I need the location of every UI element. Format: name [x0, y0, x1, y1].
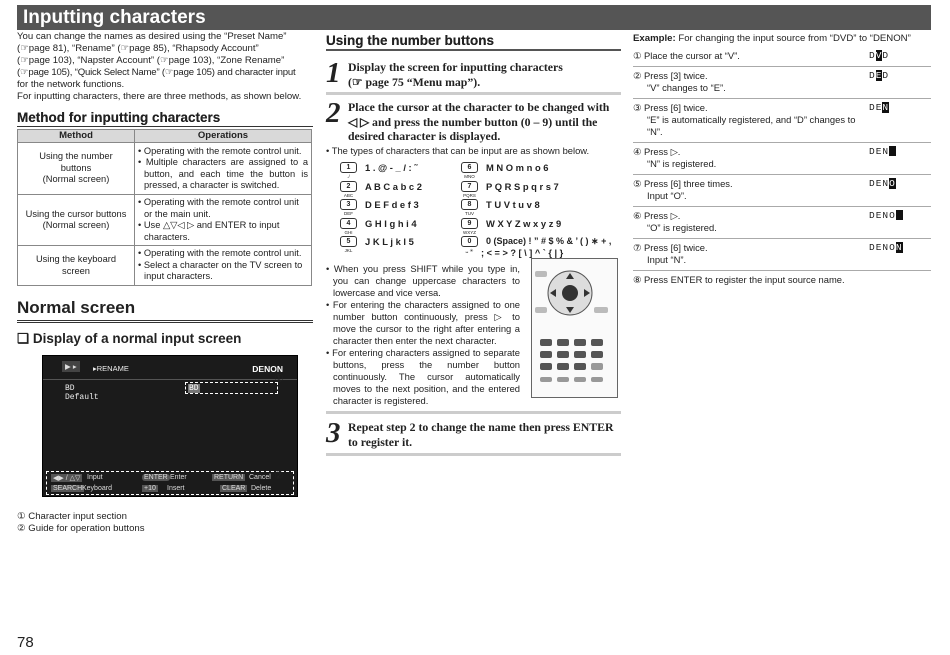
step-2: 2 Place the cursor at the character to be changed with ◁ ▷ and press the number button (0 – 9) until the desired character is displayed. • The types of characters that can be input are as shown below. 1 ./ 1 . @ - _ / : ˜ 6 MNO M N O m n o 6 2 ABC A B C a b c 2 7 PQRS P Q R S p q r s 7 3 DEF D E F d e f 3 8 TUV T U V t u v 8 4 GHI G H I g h i 4 9 WXYZ W X Y Z w x y z 9 5 JKL J K L j k l 5 0 ␣ ✳ 0 (Space) ! ” # $ % & ’ ( ) ∗ + , ; < = > ? [ \ ] ^ ` { | } • When you press SHIFT while you type in, you can change uppercase characters to lowercase and vice versa. • For entering the characters assigned to one number button continuously, press ▷ to move the cursor to the right after entering a character then enter the next character. • For entering characters assigned to separate buttons, press the number button continuously. The cursor automatically moves to the next position, and the entered character is registered. [326, 95, 621, 414]
character-table: 1 ./ 1 . @ - _ / : ˜ 6 MNO M N O m n o 6 2 ABC A B C a b c 2 7 PQRS P Q R S p q r s 7 3 DEF D E F d e f 3 8 TUV T U V t u v 8 4 GHI G H I g h i 4 9 WXYZ W X Y Z w x y z 9 5 JKL J K L j k l 5 0 ␣ ✳ 0 (Space) ! ” # $ % & ’ ( ) ∗ + , ; < = > ? [ \ ] ^ ` { | } [326, 159, 621, 259]
left-column [17, 30, 313, 535]
method-heading: Method for inputting characters [17, 110, 313, 127]
step-3: 3 Repeat step 2 to change the name then press ENTER to register it. [326, 414, 621, 456]
number-key-5: 5 JKL [340, 236, 357, 247]
list-item: 1 ./ 1 . @ - _ / : ˜ [326, 162, 461, 173]
number-key-6: 6 MNO [461, 162, 478, 173]
number-key-9: 9 WXYZ [463, 219, 476, 235]
list-item: 7 PQRS P Q R S p q r s 7 [461, 181, 559, 192]
list-item: ① Place the cursor at “V”. DVD [633, 47, 931, 67]
list-item: ② Press [3] twice. “V” changes to “E”. DED [633, 67, 931, 99]
number-key-4: 4 GHI [340, 218, 357, 229]
display-readout: DED [869, 70, 890, 81]
legend: ① Character input section ② Guide for operation buttons [17, 511, 145, 534]
intro-text: You can change the names as desired using the “Preset Name” (☞page 81), “Rename” (☞page 85), “Rhapsody Account” (☞page 103), “Napster Account” (☞page 103), “Zone Rename” (☞page 105), “Quick Select Name” (☞page 105) and character input for the network functions. For inputting characters, there are three methods, as shown below. [17, 31, 302, 102]
list-item: 8 TUV T U V t u v 8 [461, 199, 540, 210]
number-key-3: 3 DEF [340, 199, 357, 210]
list-item: 2 ABC A B C a b c 2 [326, 181, 461, 192]
display-readout: DEN [869, 102, 890, 113]
table-row: Using the number buttons (Normal screen) • Operating with the remote control unit. • Multiple characters are assigned to a button, and each time the button is pressed, a character is switched. [18, 143, 312, 195]
display-readout: DEN [869, 146, 931, 170]
remote-control-illustration [531, 258, 618, 398]
example-steps [633, 47, 931, 290]
display-readout: DVD [869, 50, 890, 61]
list-item: ③ Press [6] twice. “E” is automatically registered, and “D” changes to “N”. DEN [633, 99, 931, 143]
page-number: 78 [17, 634, 34, 651]
method-table: Method Operations Using the number buttons (Normal screen) • Operating with the remote control unit. • Multiple characters are assigned to a button, and each time the button is pressed, a character is switched. Using the cursor buttons (Normal screen) • Operating with the remote control unit or the main unit. • Use △▽◁ ▷ and ENTER to input characters. Using the keyboard screen • Operating with the remote control unit. • Select a character on the TV screen to input characters. [17, 129, 312, 286]
character-input-section: BD [185, 382, 278, 394]
callout-1: ① [274, 373, 284, 385]
list-item: 5 JKL J K L j k l 5 [326, 236, 461, 247]
list-item: ④ Press ▷. “N” is registered. DEN [633, 143, 931, 175]
list-item: ⑧ Press ENTER to register the input source name. [633, 274, 845, 285]
menu-icon: ▶ ▸ [62, 361, 80, 372]
list-item: ⑤ Press [6] three times. Input “O”. DENO [633, 175, 931, 207]
right-column [633, 30, 931, 290]
number-key-0: 0 ␣ ✳ [461, 236, 478, 247]
operation-guide: ◀▶ / △▽ Input ENTER Enter RETURN Cancel SEARCH Keyboard +10 Insert CLEAR Delete [46, 471, 294, 495]
brand-logo: DENON [252, 364, 283, 374]
list-item: 0 ␣ ✳ 0 (Space) ! ” # $ % & ’ ( ) ∗ + , [461, 236, 611, 247]
number-key-8: 8 TUV [461, 199, 478, 210]
step-1: 1 Display the screen for inputting characters (☞ page 75 “Menu map”). [326, 55, 621, 95]
list-item: ⑦ Press [6] twice. Input “N”. DENON [633, 239, 931, 271]
number-key-2: 2 ABC [340, 181, 357, 192]
callout-2: ② [274, 470, 284, 482]
display-readout: DENON [869, 242, 903, 253]
display-readout: DENO [869, 178, 896, 189]
number-key-7: 7 PQRS [461, 181, 478, 192]
example-heading: Example: For changing the input source from “DVD” to “DENON” [633, 33, 911, 44]
table-row: Using the cursor buttons (Normal screen) • Operating with the remote control unit or the main unit. • Use △▽◁ ▷ and ENTER to input characters. [18, 195, 312, 246]
number-key-1: 1 ./ [340, 162, 357, 173]
normal-screen-heading: Normal screen [17, 298, 313, 323]
list-item: ⑥ Press ▷. “O” is registered. DENO [633, 207, 931, 239]
page-title: Inputting characters [17, 5, 931, 30]
display-readout: DENO [869, 210, 931, 234]
display-heading: ❏ Display of a normal input screen [17, 331, 242, 346]
middle-column [326, 30, 621, 456]
list-item: 6 MNO M N O m n o 6 [461, 162, 549, 173]
number-buttons-heading: Using the number buttons [326, 33, 621, 51]
list-item: 9 WXYZ W X Y Z w x y z 9 [463, 217, 562, 235]
tv-screen-illustration: ▶ ▸ ▸RENAME DENON BD Default BD ◀▶ / △▽ Input ENTER Enter RETURN Cancel SEARCH Keyboard +10 Insert CLEAR Delete [42, 355, 298, 497]
notes: • When you press SHIFT while you type in, you can change uppercase characters to lowercase and vice versa. • For entering the characters assigned to one number button continuously, press ▷ to move the cursor to the right after entering a character then enter the next character. • For entering characters assigned to separate buttons, press the number button continuously. The cursor automatically moves to the next position, and the entered character is registered. [326, 263, 520, 406]
table-row: Using the keyboard screen • Operating with the remote control unit. • Select a character on the TV screen to input characters. [18, 246, 312, 286]
list-item: 3 DEF D E F d e f 3 [326, 199, 461, 210]
list-item: 4 GHI G H I g h i 4 [326, 218, 461, 229]
